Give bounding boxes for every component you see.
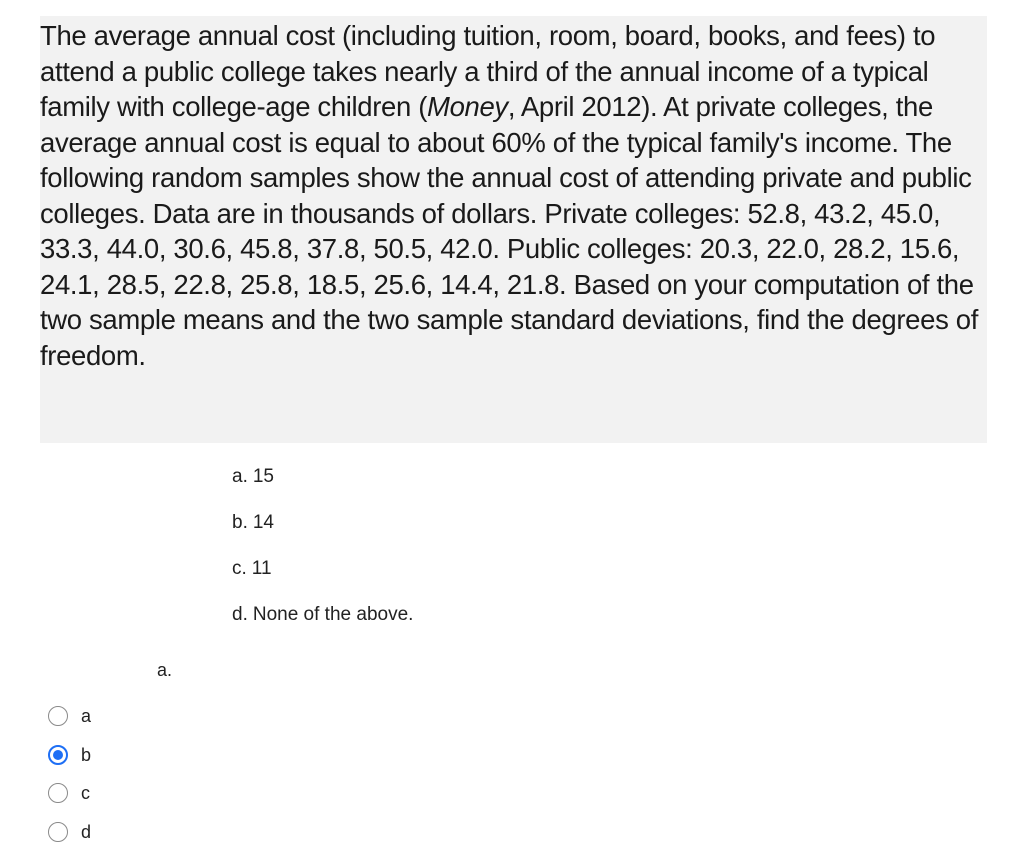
radio-button-d[interactable] bbox=[48, 822, 68, 842]
choice-text: 15 bbox=[252, 466, 274, 487]
radio-option-d[interactable] bbox=[48, 813, 91, 852]
choice-letter: d. bbox=[232, 604, 248, 625]
choice-text: 14 bbox=[252, 512, 274, 533]
choice-d bbox=[232, 602, 413, 648]
choice-letter: a. bbox=[232, 466, 248, 487]
radio-option-b[interactable] bbox=[48, 736, 91, 775]
choice-b bbox=[232, 510, 413, 556]
choice-a bbox=[232, 464, 413, 510]
answer-label: a. bbox=[157, 660, 173, 680]
radio-option-a[interactable] bbox=[48, 697, 91, 736]
question-text-part1: The average annual cost (including tuition, room, board, books, and fees) to attend a public college takes nearly a third of the annual income of a typical family with college-age children ( bbox=[40, 20, 936, 122]
radio-button-c[interactable] bbox=[48, 783, 68, 803]
question-text-part2: , April 2012). At private colleges, the average annual cost is equal to about 60% of the typical family's income. The following random samples show the annual cost of attending private and public colleges. Data are in thousands of dollars. Private colleges: 52.8, 43.2, 45.0, 33.3, 44.0, 30.6, 45.8, 37.8, 50.5, 42.0. Public colleges: 20.3, 22.0, 28.2, 15.6, 24.1, 28.5, 22.8, 25.8, 18.5, 25.6, 14.4, 21.8. Based on your computation of the two sample means and the two sample standard deviations, find the degrees of freedom. bbox=[40, 91, 978, 371]
choice-c bbox=[232, 556, 413, 602]
radio-label-d[interactable]: d bbox=[81, 821, 92, 842]
choice-letter: b. bbox=[232, 512, 248, 533]
answer-choices-list bbox=[232, 464, 413, 648]
radio-label-c[interactable]: c bbox=[81, 783, 90, 804]
choice-text: 11 bbox=[251, 558, 272, 579]
answer-radio-group bbox=[48, 697, 91, 851]
question-text bbox=[40, 18, 983, 373]
radio-label-b[interactable]: b bbox=[81, 744, 92, 765]
radio-button-a[interactable] bbox=[48, 706, 68, 726]
radio-button-b[interactable] bbox=[48, 745, 68, 765]
question-source-italic: Money bbox=[427, 91, 508, 122]
radio-option-c[interactable] bbox=[48, 774, 91, 813]
question-box bbox=[40, 16, 987, 443]
radio-label-a[interactable]: a bbox=[81, 706, 92, 727]
choice-letter: c. bbox=[232, 558, 247, 579]
choice-text: None of the above. bbox=[252, 604, 414, 625]
